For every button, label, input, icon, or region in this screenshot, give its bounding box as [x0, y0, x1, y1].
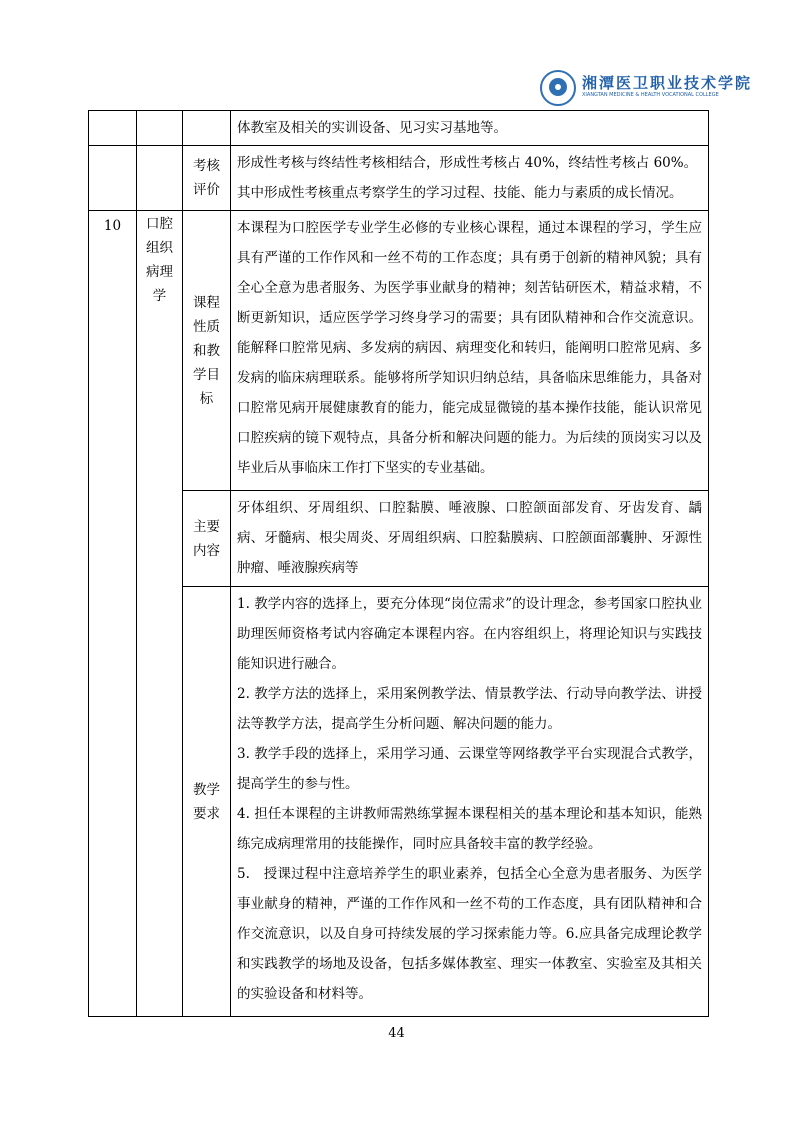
nature-label: 课程性质和教学目标 — [193, 294, 220, 407]
table-row — [89, 146, 709, 211]
content-label: 主要内容 — [193, 518, 220, 559]
requirement-item: 3. 教学手段的选择上，采用学习通、云课堂等网络教学平台实现混合式教学，提高学生的参与性。 — [237, 746, 702, 792]
content-text: 牙体组织、牙周组织、口腔黏膜、唾液腺、口腔颌面部发育、牙齿发育、龋病、牙髓病、根尖周炎、牙周组织病、口腔黏膜病、口腔颌面部囊肿、牙源性肿瘤、唾液腺疾病等 — [231, 491, 709, 587]
school-name-en: XIANGTAN MEDICINE & HEALTH VOCATIONAL COLLEGE — [582, 92, 719, 98]
course-name: 口腔组织病理学 — [146, 216, 173, 304]
empty-name-cell — [137, 111, 183, 146]
requirement-item: 1. 教学内容的选择上，要充分体现“岗位需求”的设计理念，参考国家口腔执业助理医师资格考试内容确定本课程内容。在内容组织上，将理论知识与实践技能知识进行融合。 — [237, 596, 702, 672]
assessment-line: 其中形成性考核重点考察学生的学习过程、技能、能力与素质的成长情况。 — [237, 185, 683, 201]
requirement-item: 2. 教学方法的选择上，采用案例教学法、情景教学法、行动导向教学法、讲授法等教学方法，提高学生分析问题、解决问题的能力。 — [237, 686, 702, 732]
requirement-item: 5. 授课过程中注意培养学生的职业素养，包括全心全意为患者服务、为医学事业献身的精神，严谨的工作作风和一丝不苟的工作态度，具有团队精神和合作交流意识，以及自身可持续发展的学习探索能力等。6.应具备完成理论教学和实践教学的场地及设备，包括多媒体教室、理实一体教室、实验室及其相关的实验设备和材料等。 — [237, 866, 702, 1002]
assessment-line: 形成性考核与终结性考核相结合，形成性考核占 40%，终结性考核占 60%。 — [237, 155, 698, 171]
table-row — [89, 211, 709, 491]
school-name-cn: 湘潭医卫职业技术学院 — [582, 74, 753, 92]
requirement-item: 4. 担任本课程的主讲教师需熟练掌握本课程相关的基本理论和基本知识，能熟练完成病理常用的技能操作，同时应具备较丰富的教学经验。 — [237, 806, 702, 852]
assessment-label: 考核评价 — [193, 158, 220, 198]
course-number: 10 — [89, 211, 137, 1017]
nature-text: 本课程为口腔医学专业学生必修的专业核心课程，通过本课程的学习，学生应具有严谨的工作作风和一丝不苟的工作态度；具有勇于创新的精神风貌；具有全心全意为患者服务、为医学事业献身的精神；刻苦钻研医术，精益求精，不断更新知识，适应医学学习终身学习的需要；具有团队精神和合作交流意识。能解释口腔常见病、多发病的病因、病理变化和转归，能阐明口腔常见病、多发病的临床病理联系。能够将所学知识归纳总结，具备临床思维能力，具备对口腔常见病开展健康教育的能力，能完成显微镜的基本操作技能，能认识常见口腔疾病的镜下观特点，具备分析和解决问题的能力。为后续的顶岗实习以及毕业后从事临床工作打下坚实的专业基础。 — [231, 211, 709, 491]
page-number: 44 — [388, 1026, 405, 1041]
empty-number-cell — [89, 111, 137, 146]
empty-number-cell — [89, 146, 137, 211]
course-table — [88, 110, 709, 1017]
requirements-label: 教学要求 — [193, 781, 220, 822]
empty-label-cell — [183, 111, 231, 146]
page-header — [540, 70, 753, 108]
empty-name-cell — [137, 146, 183, 211]
school-logo-icon — [540, 70, 576, 106]
continuation-text: 体教室及相关的实训设备、见习实习基地等。 — [231, 111, 709, 146]
table-row — [89, 111, 709, 146]
